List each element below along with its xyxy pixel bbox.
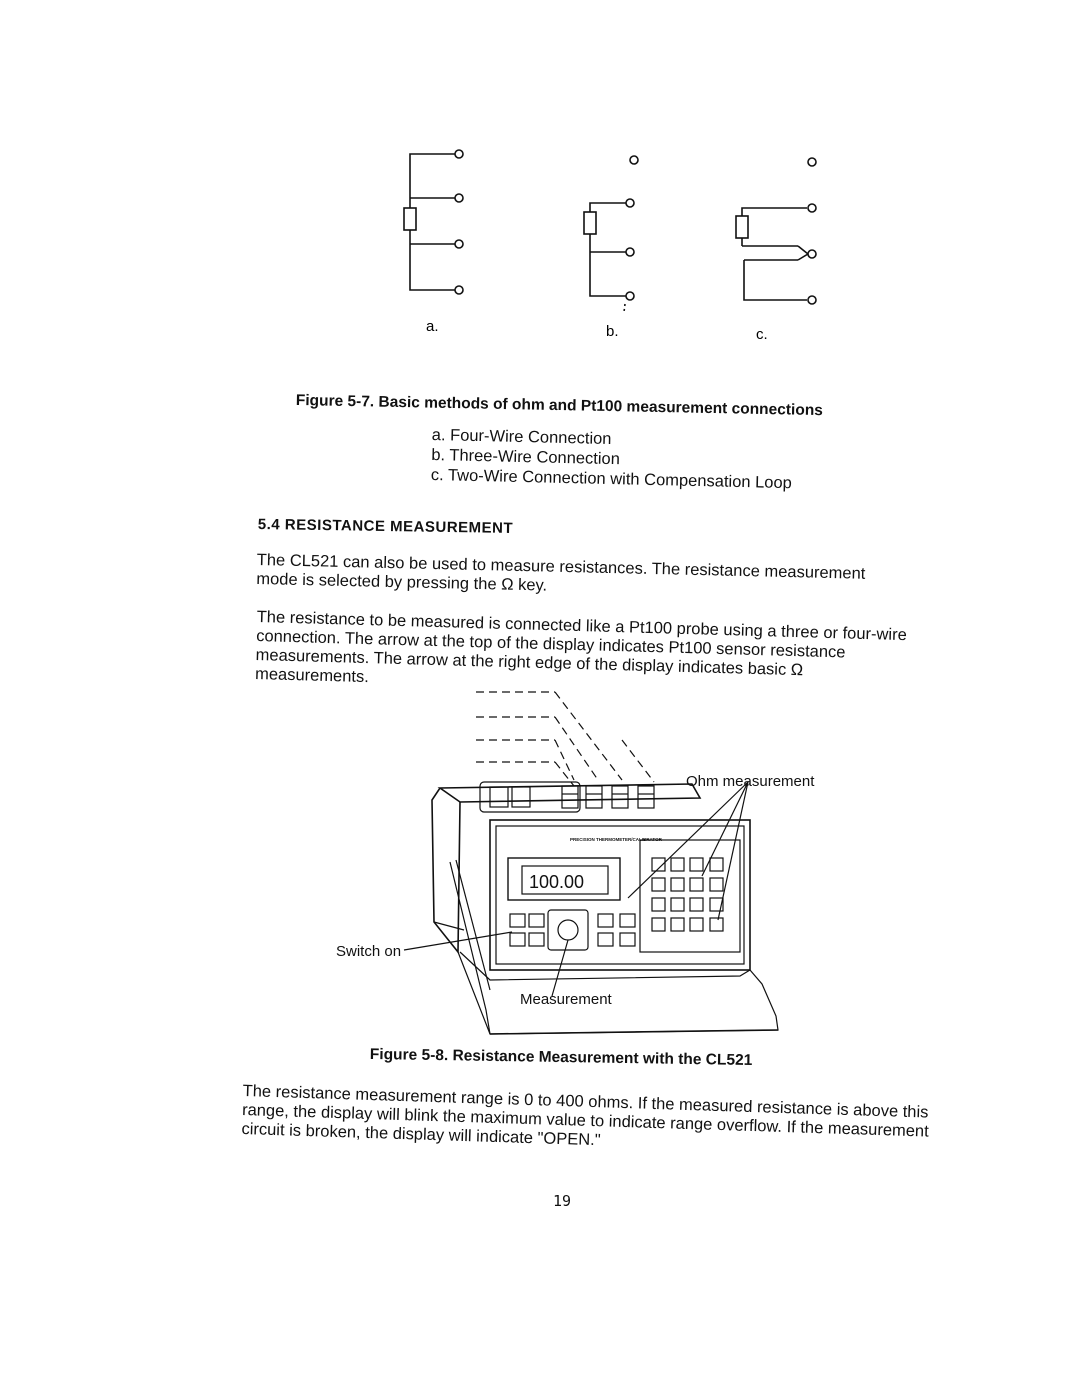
label-a: a.	[426, 318, 439, 335]
device-header: PRECISION THERMOMETER/CALIBRATOR	[570, 837, 662, 842]
paragraph-3: The resistance measurement range is 0 to 400 ohms. If the measured resistance is above this range, the display will blink the maximum value to indicate range overflow. If the measurement circuit is broken, the display will indicate "OPEN."	[241, 1082, 930, 1150]
measurement-callout: Measurement	[520, 991, 612, 1008]
callout-line	[702, 782, 748, 876]
three-wire-diagram	[584, 156, 638, 312]
label-b: b.	[606, 323, 619, 340]
page-number: 19	[553, 1192, 572, 1210]
list-item: c. Two-Wire Connection with Compensation Loop	[430, 465, 793, 493]
paragraph-1: The CL521 can also be used to measure resistances. The resistance measurement mode is selected by pressing the Ω key.	[256, 551, 866, 595]
display-value: 100.00	[529, 872, 585, 892]
figure-5-7-list	[431, 425, 793, 493]
list-item: b. Three-Wire Connection	[431, 445, 621, 469]
numeric-keypad	[640, 840, 740, 952]
terminal-block	[480, 782, 654, 812]
dashed-leads	[476, 692, 654, 786]
section-heading: 5.4 RESISTANCE MEASUREMENT	[257, 516, 514, 538]
list-item: a. Four-Wire Connection	[431, 425, 612, 449]
figure-5-8-device	[330, 690, 850, 1050]
ohm-measurement-callout: Ohm measurement	[686, 773, 815, 790]
figure-5-8-caption: Figure 5-8. Resistance Measurement with the CL521	[369, 1046, 753, 1070]
figure-5-7-caption: Figure 5-7. Basic methods of ohm and Pt100 measurement connections	[295, 392, 824, 420]
figure-5-7-diagram	[380, 140, 860, 350]
four-wire-diagram	[404, 150, 463, 294]
left-keypad	[510, 910, 635, 950]
switch-on-callout: Switch on	[336, 943, 402, 960]
two-wire-loop-diagram	[736, 158, 816, 304]
paragraph-2: The resistance to be measured is connected like a Pt100 probe using a three or four-wire connection. The arrow at the top of the display indicates Pt100 sensor resistance measurements. The arrow at the right edge of the display indicates basic Ω measurements.	[254, 608, 908, 687]
callout-line	[552, 940, 568, 996]
label-c: c.	[756, 326, 768, 343]
